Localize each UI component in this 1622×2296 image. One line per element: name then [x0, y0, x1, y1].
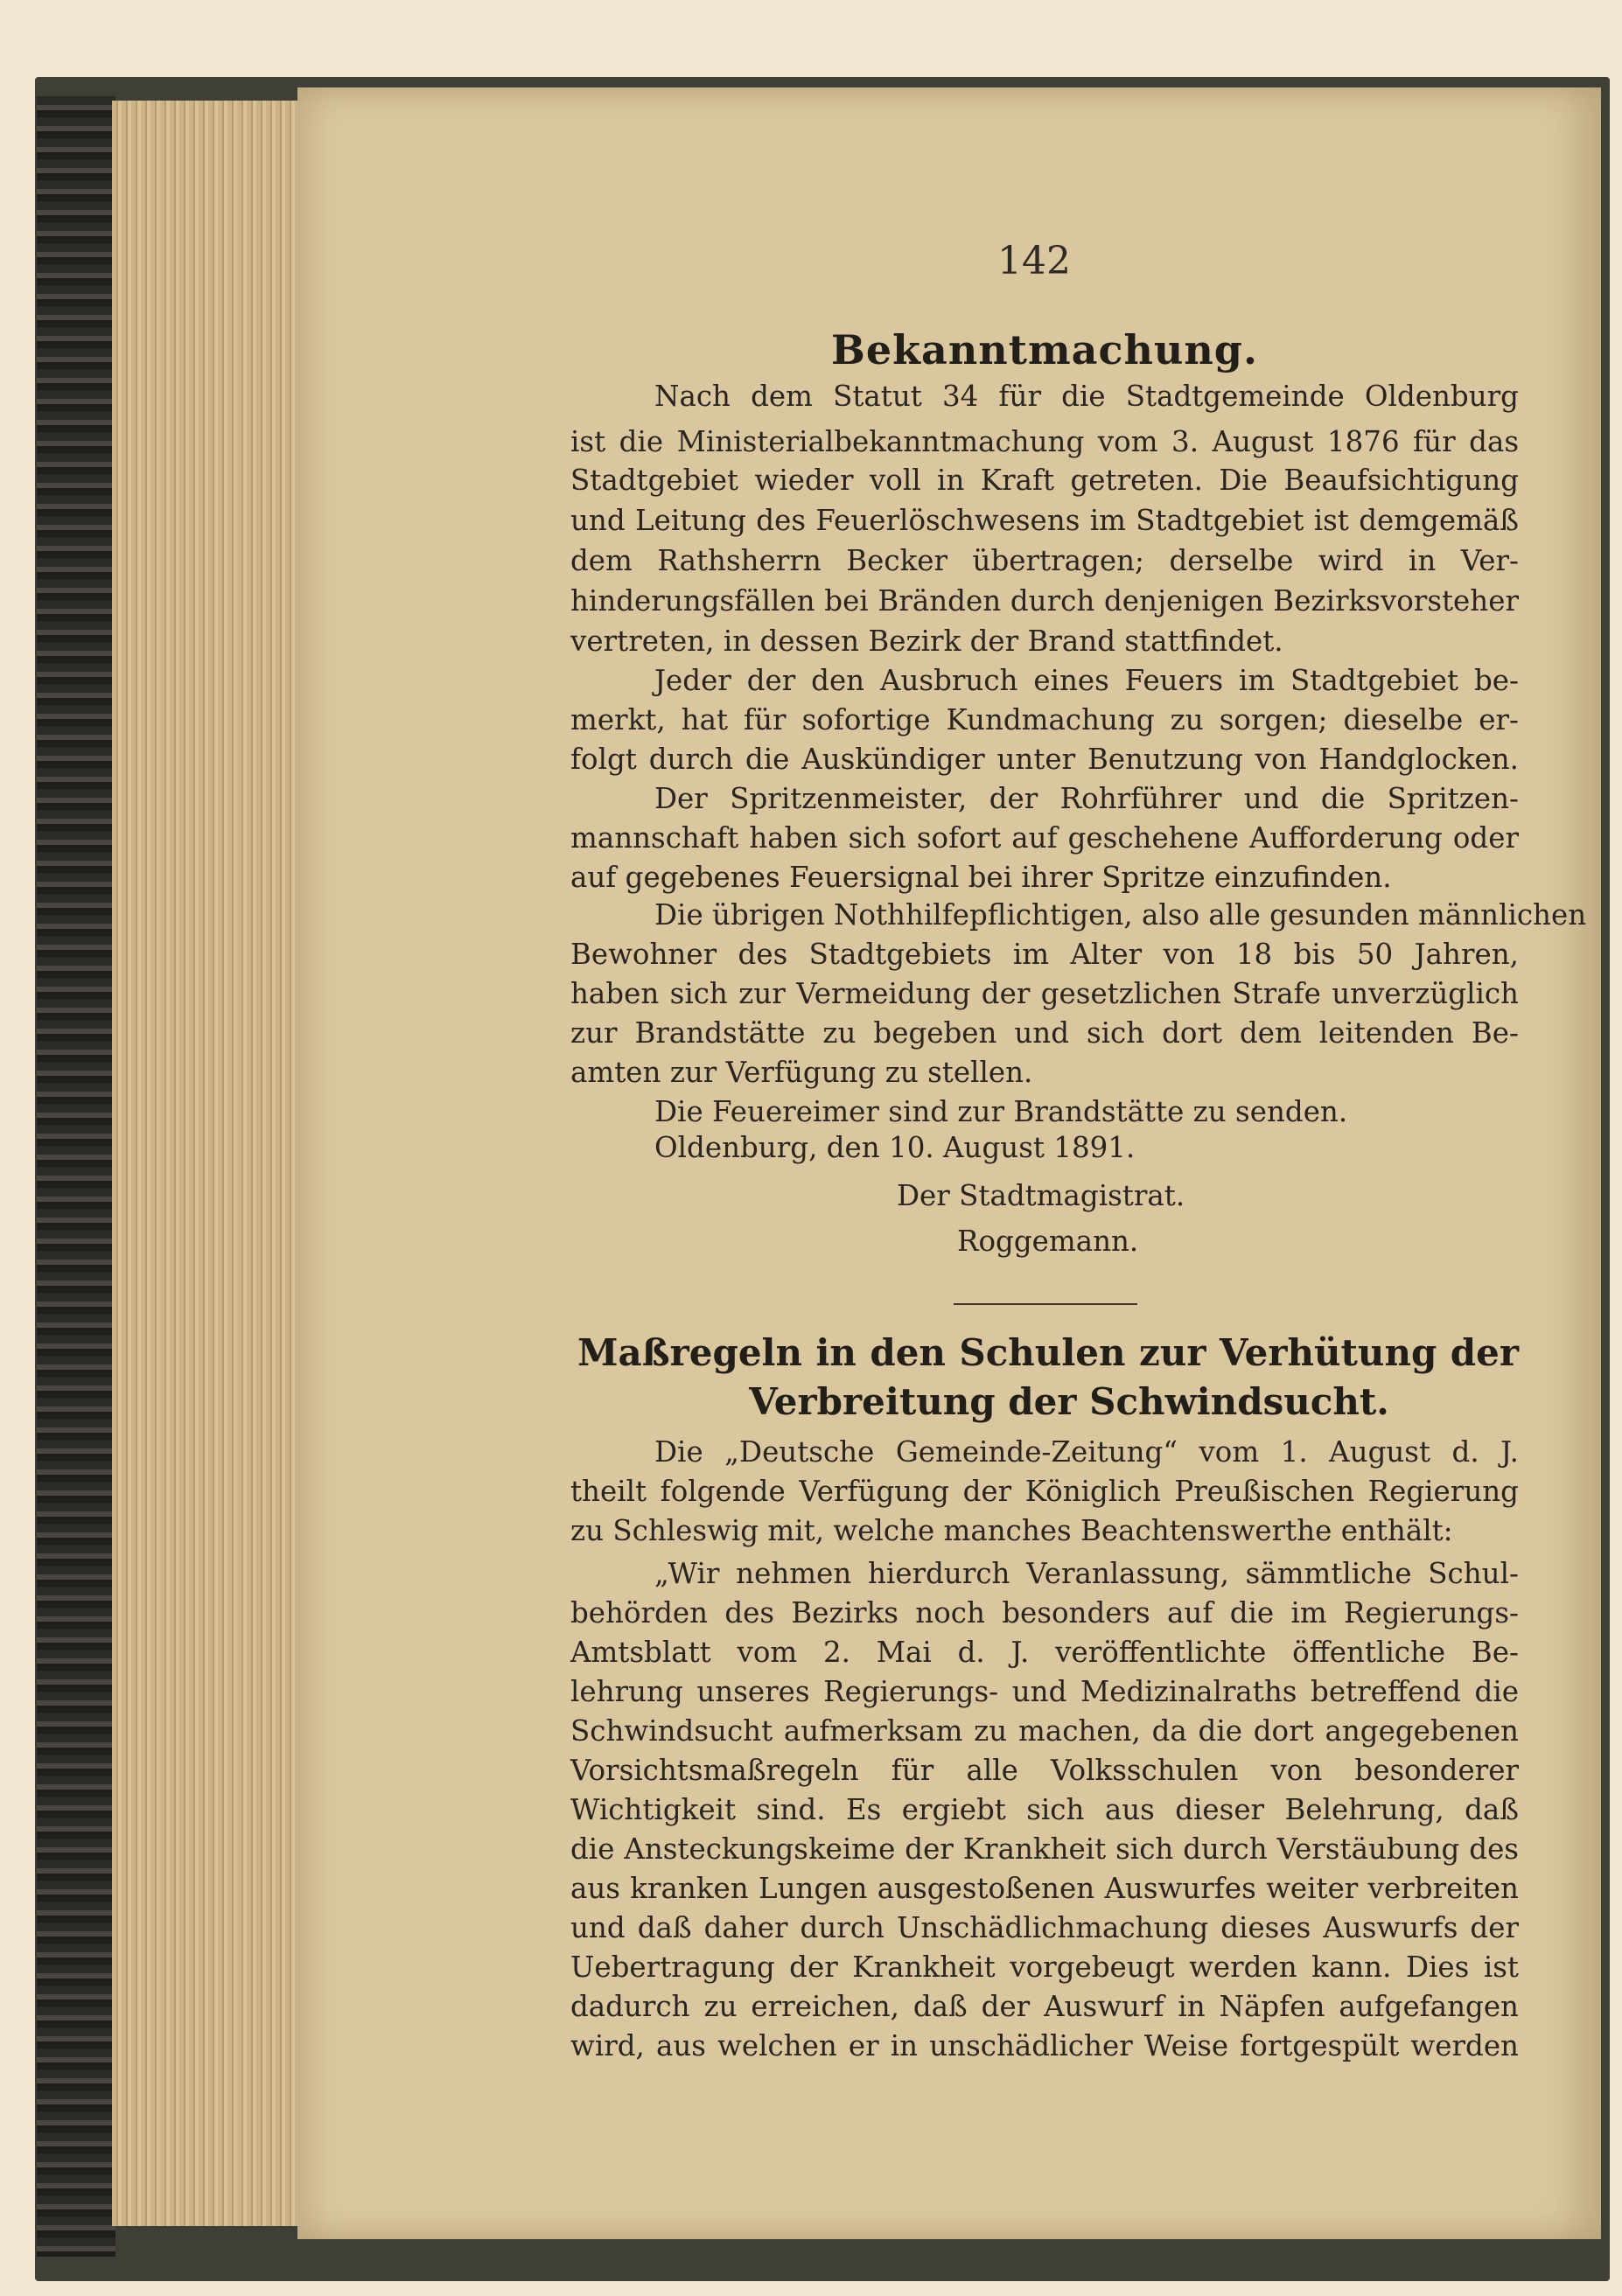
text-line: vertreten, in dessen Bezirk der Brand stattfindet.	[570, 625, 1283, 658]
text-line: Vorsichtsmaßregeln für alle Volksschulen von besonderer	[570, 1754, 1519, 1787]
page-number: 142	[997, 239, 1071, 283]
text-line: Die übrigen Nothhilfepflichtigen, also alle gesunden männlichen	[654, 898, 1587, 932]
text-line: folgt durch die Auskündiger unter Benutzung von Handglocken.	[570, 743, 1519, 776]
page-edges	[112, 101, 313, 2226]
text-line: die Ansteckungskeime der Krankheit sich durch Verstäubung des	[570, 1832, 1519, 1866]
signature-name: Roggemann.	[957, 1225, 1139, 1258]
text-line: „Wir nehmen hierdurch Veranlassung, sämmtliche Schul-	[654, 1557, 1519, 1590]
text-line: ist die Ministerialbekanntmachung vom 3. August 1876 für das	[570, 425, 1519, 458]
text-line: amten zur Verfügung zu stellen.	[570, 1056, 1033, 1089]
text-line: aus kranken Lungen ausgestoßenen Auswurfes weiter verbreiten	[570, 1872, 1519, 1905]
text-line: und Leitung des Feuerlöschwesens im Stadtgebiet ist demgemäß	[570, 504, 1519, 537]
text-line: zur Brandstätte zu begeben und sich dort dem leitenden Be-	[570, 1016, 1519, 1050]
section-heading-massregeln-line2: Verbreitung der Schwindsucht.	[749, 1380, 1389, 1423]
text-line: mannschaft haben sich sofort auf geschehene Aufforderung oder	[570, 821, 1519, 855]
text-line: theilt folgende Verfügung der Königlich Preußischen Regierung	[570, 1475, 1519, 1508]
text-line: Uebertragung der Krankheit vorgebeugt werden kann. Dies ist	[570, 1951, 1519, 1984]
text-line: zu Schleswig mit, welche manches Beachtenswerthe enthält:	[570, 1514, 1453, 1547]
text-line: Wichtigkeit sind. Es ergiebt sich aus dieser Belehrung, daß	[570, 1793, 1519, 1826]
text-line: behörden des Bezirks noch besonders auf die im Regierungs-	[570, 1596, 1519, 1630]
signature-organization: Der Stadtmagistrat.	[897, 1179, 1185, 1212]
text-line: Amtsblatt vom 2. Mai d. J. veröffentlichte öffentliche Be-	[570, 1636, 1519, 1669]
text-line: dem Rathsherrn Becker übertragen; derselbe wird in Ver-	[570, 544, 1519, 577]
text-line: lehrung unseres Regierungs- und Medizinalraths betreffend die	[570, 1675, 1519, 1708]
text-line: Die „Deutsche Gemeinde-Zeitung“ vom 1. August d. J.	[654, 1435, 1519, 1469]
section-heading-bekanntmachung: Bekanntmachung.	[831, 326, 1258, 373]
text-line: Jeder der den Ausbruch eines Feuers im Stadtgebiet be-	[654, 664, 1519, 697]
text-line: wird, aus welchen er in unschädlicher Weise fortgespült werden	[570, 2029, 1519, 2062]
text-line: Schwindsucht aufmerksam zu machen, da die dort angegebenen	[570, 1714, 1519, 1748]
text-line: Nach dem Statut 34 für die Stadtgemeinde Oldenburg	[654, 380, 1519, 413]
text-line: und daß daher durch Unschädlichmachung dieses Auswurfs der	[570, 1911, 1519, 1944]
book-spine	[37, 96, 115, 2257]
text-line: merkt, hat für sofortige Kundmachung zu sorgen; dieselbe er-	[570, 703, 1519, 736]
text-line: Der Spritzenmeister, der Rohrführer und die Spritzen-	[654, 782, 1519, 815]
text-line: Bewohner des Stadtgebiets im Alter von 18 bis 50 Jahren,	[570, 938, 1519, 971]
section-divider	[954, 1303, 1137, 1305]
section-heading-massregeln: Maßregeln in den Schulen zur Verhütung der	[577, 1331, 1519, 1374]
text-line: haben sich zur Vermeidung der gesetzlichen Strafe unverzüglich	[570, 977, 1519, 1010]
text-line: Die Feuereimer sind zur Brandstätte zu senden.	[654, 1095, 1348, 1128]
text-line: dadurch zu erreichen, daß der Auswurf in Näpfen aufgefangen	[570, 1990, 1519, 2023]
text-line: Stadtgebiet wieder voll in Kraft getreten. Die Beaufsichtigung	[570, 464, 1519, 497]
text-line: hinderungsfällen bei Bränden durch denjenigen Bezirksvorsteher	[570, 584, 1519, 618]
text-line: auf gegebenes Feuersignal bei ihrer Spritze einzufinden.	[570, 861, 1392, 894]
date-line: Oldenburg, den 10. August 1891.	[654, 1131, 1136, 1164]
